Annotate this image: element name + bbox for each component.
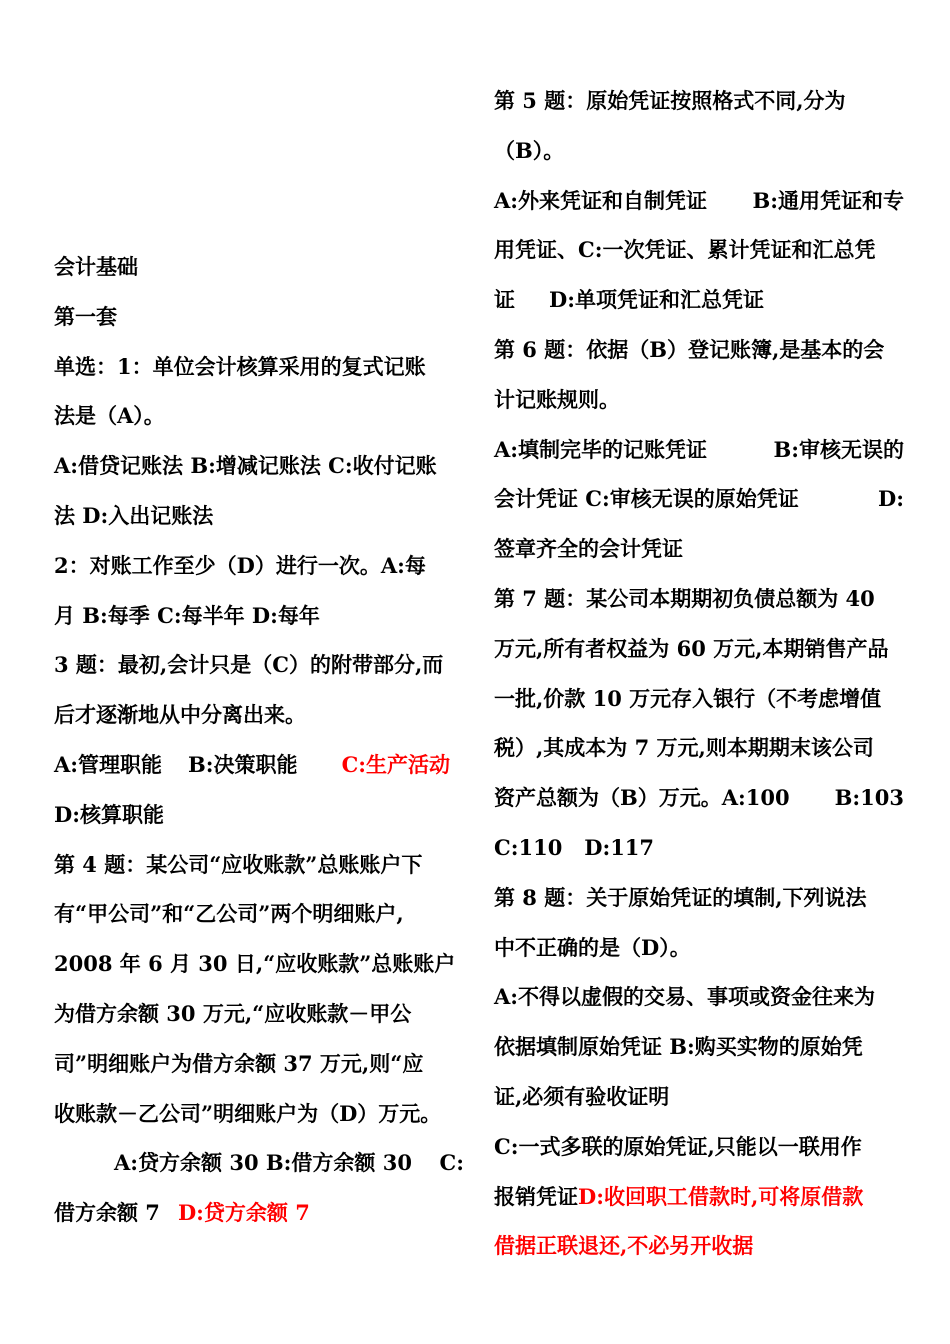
text-line: 司”明细账户为借方余额 37 万元,则“应 — [54, 1050, 424, 1076]
text-line: 法是（A）。 — [54, 403, 165, 429]
text-line: 一批,价款 10 万元存入银行（不考虑增值 — [494, 685, 882, 711]
options-line: C:110 D:117 — [494, 834, 655, 860]
right-column — [494, 0, 904, 1271]
option-c-value: 借方余额 7 — [54, 1200, 160, 1226]
text-line: 2：对账工作至少（D）进行一次。A:每 — [54, 552, 426, 578]
option-a: A:外来凭证和自制凭证 — [494, 187, 708, 213]
text-line: 依据填制原始凭证 B:购买实物的原始凭 — [494, 1034, 863, 1060]
option-a: A:管理职能 — [54, 751, 163, 777]
options-line — [494, 176, 904, 226]
options-line: 报销凭证D:收回职工借款时,可将原借款 — [494, 1183, 864, 1209]
text-line: 计记账规则。 — [494, 386, 620, 412]
text-line: 第 6 题：依据（B）登记账簿,是基本的会 — [494, 336, 885, 362]
text-line: 万元,所有者权益为 60 万元,本期销售产品 — [494, 635, 889, 661]
answer-option-d-cont: 借据正联退还,不必另开收据 — [494, 1233, 754, 1259]
text-line: 2008 年 6 月 30 日,“应收账款”总账账户 — [54, 951, 456, 977]
options-line: 证 D:单项凭证和汇总凭证 — [494, 287, 764, 313]
set-title: 第一套 — [54, 303, 117, 329]
text-line: 税）,其成本为 7 万元,则本期期末该公司 — [494, 735, 874, 761]
text-line: 法 D:入出记账法 — [54, 502, 214, 528]
course-title: 会计基础 — [54, 254, 138, 279]
text-line: 第 7 题：某公司本期期初负债总额为 40 — [494, 585, 875, 611]
options-line — [494, 425, 904, 475]
text-line: 第 5 题：原始凭证按照格式不同,分为 — [494, 88, 846, 113]
option-b: B:审核无误的 — [773, 436, 904, 462]
option-d: D:单项凭证和汇总凭证 — [549, 287, 764, 313]
text-line: 后才逐渐地从中分离出来。 — [54, 702, 306, 728]
answer-option-d: D:贷方余额 7 — [177, 1200, 310, 1226]
text-line: 用凭证、C:一次凭证、累计凭证和汇总凭 — [494, 237, 876, 263]
text-line: C:一式多联的原始凭证,只能以一联用作 — [494, 1133, 862, 1159]
text-line: 3 题：最初,会计只是（C）的附带部分,而 — [54, 652, 444, 678]
left-column — [54, 0, 464, 1238]
option-c: 会计凭证 C:审核无误的原始凭证 — [494, 486, 799, 512]
text-line: A:不得以虚假的交易、事项或资金往来为 — [494, 984, 876, 1010]
option-b: B:103 — [834, 785, 904, 811]
options-line — [54, 740, 464, 790]
text-line: 有“甲公司”和“乙公司”两个明细账户, — [54, 901, 404, 927]
text-line: 资产总额为（B）万元。A:100 — [494, 785, 790, 811]
text-line: 单选：1：单位会计核算采用的复式记账 — [54, 353, 426, 379]
text-line: 第 4 题：某公司“应收账款”总账账户下 — [54, 851, 423, 877]
options-line — [494, 773, 904, 823]
text-line: 收账款－乙公司”明细账户为（D）万元。 — [54, 1100, 442, 1126]
option-b: B:决策职能 — [188, 751, 298, 777]
option-c: C: — [439, 1150, 464, 1176]
options-line — [494, 474, 904, 524]
option-b: B:通用凭证和专 — [752, 187, 904, 213]
text-line: （B）。 — [494, 137, 565, 163]
text-line: D:核算职能 — [54, 801, 164, 827]
option-a: A:填制完毕的记账凭证 — [494, 436, 708, 462]
options-line — [54, 1138, 464, 1188]
options-line — [54, 1188, 464, 1238]
text-line: 月 B:每季 C:每半年 D:每年 — [54, 602, 320, 628]
answer-option-c: C:生产活动 — [341, 751, 451, 777]
options-ab: A:贷方余额 30 B:借方余额 30 — [114, 1150, 412, 1176]
option-d: D: — [878, 486, 904, 512]
answer-option-d: D:收回职工借款时,可将原借款 — [578, 1183, 864, 1209]
text-line: 第 8 题：关于原始凭证的填制,下列说法 — [494, 884, 867, 910]
text-line: 签章齐全的会计凭证 — [494, 536, 683, 562]
text-line: 为借方余额 30 万元,“应收账款－甲公 — [54, 1000, 412, 1026]
text-line: 中不正确的是（D）。 — [494, 934, 691, 960]
text-line: A:借贷记账法 B:增减记账法 C:收付记账 — [54, 453, 437, 479]
text-line: 证,必须有验收证明 — [494, 1083, 670, 1109]
